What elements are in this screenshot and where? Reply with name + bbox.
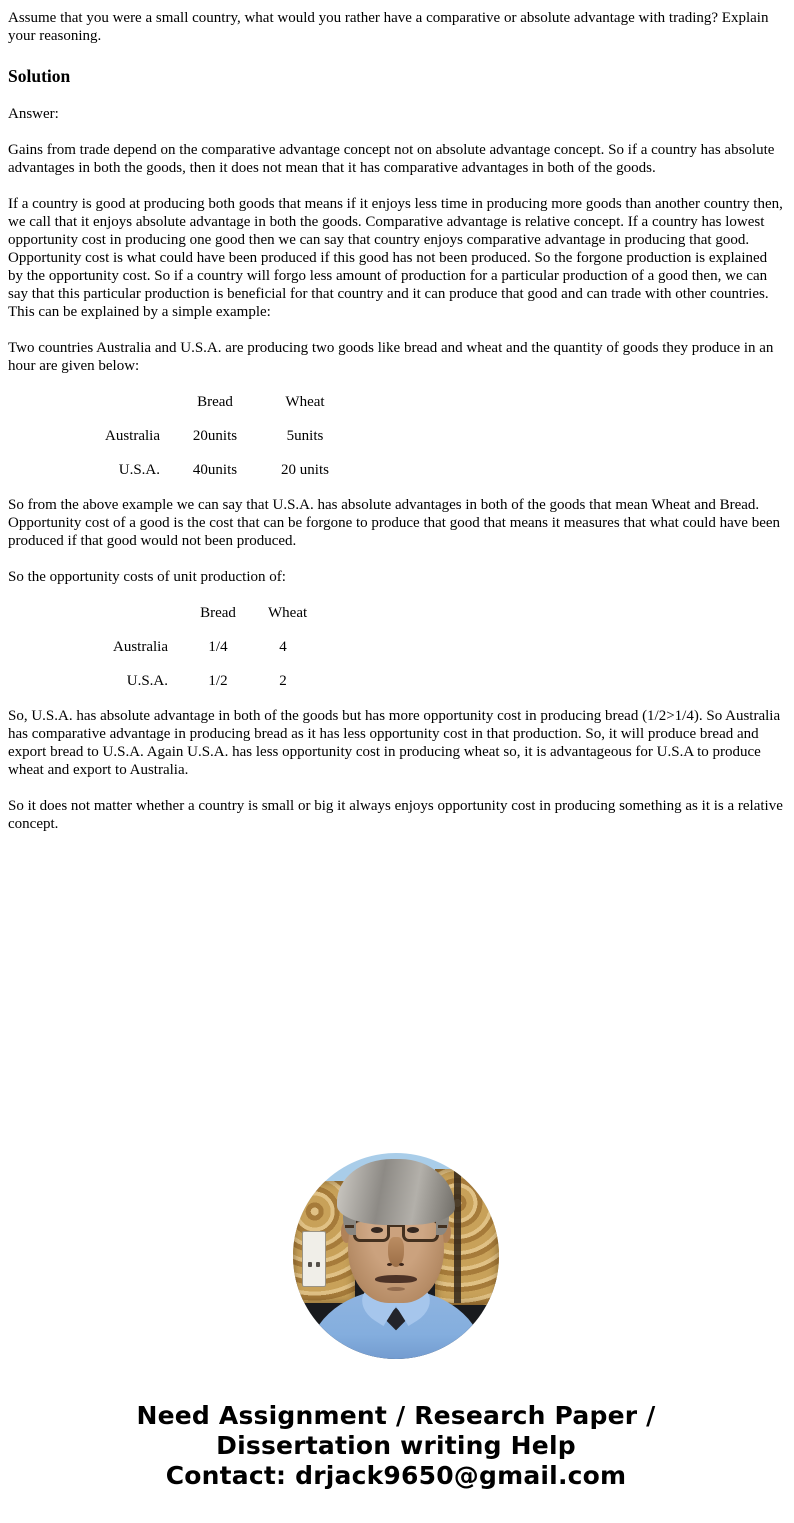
table-row <box>8 427 784 445</box>
paragraph-absolute-advantage: So from the above example we can say that U.S.A. has absolute advantages in both of the goods that mean Wheat and Bread. Opportunity cost of a good is the cost that can be forgone to produce that good that means it measures that what could have been produced if that good would not been produced. <box>8 497 781 549</box>
cell-usa-bread-cost: 1/2 <box>208 673 228 689</box>
cell-australia-wheat-cost: 4 <box>279 639 287 655</box>
production-table <box>8 393 784 479</box>
cell-australia-bread-cost: 1/4 <box>208 639 228 655</box>
answer-label: Answer: <box>8 106 59 122</box>
chin-crease <box>387 1287 405 1291</box>
table-row <box>8 461 784 479</box>
opportunity-cost-table <box>8 604 784 690</box>
row-label-australia: Australia <box>113 639 168 655</box>
table-header-row <box>8 393 784 411</box>
table-row <box>8 672 784 690</box>
table-header-row <box>8 604 784 622</box>
photo-switch-plate <box>302 1231 326 1287</box>
column-header-wheat: Wheat <box>268 605 308 621</box>
mouth <box>375 1275 417 1283</box>
cell-usa-wheat: 20 units <box>281 462 329 478</box>
table-row <box>8 638 784 656</box>
cell-australia-wheat: 5units <box>286 428 324 444</box>
cell-usa-wheat-cost: 2 <box>279 673 287 689</box>
column-header-bread: Bread <box>200 605 236 621</box>
cell-australia-bread: 20units <box>192 428 238 444</box>
nostril-left <box>387 1263 392 1266</box>
cell-usa-bread: 40units <box>192 462 238 478</box>
paragraph-example-intro: Two countries Australia and U.S.A. are producing two goods like bread and wheat and the quantity of goods they produce in an hour are given below: <box>8 340 774 374</box>
column-header-wheat: Wheat <box>285 394 325 410</box>
help-offer-text: Need Assignment / Research Paper / Dissertation writing Help <box>136 1401 656 1460</box>
tutor-photo <box>293 1153 499 1359</box>
glasses-arm-left <box>345 1225 354 1228</box>
paragraph-conclusion: So it does not matter whether a country is small or big it always enjoys opportunity cost in producing something as it is a relative concept. <box>8 798 783 832</box>
paragraph-gains-from-trade: Gains from trade depend on the comparative advantage concept not on absolute advantage concept. So if a country has absolute advantages in both the goods, then it does not mean that it has comparative advantages in both of the goods. <box>8 142 775 176</box>
nostril-right <box>399 1263 404 1266</box>
paragraph-analysis: So, U.S.A. has absolute advantage in both of the goods but has more opportunity cost in producing bread (1/2>1/4). So Australia has comparative advantage in producing bread as it has less opportunity cost in that production. So, it will produce bread and export bread to U.S.A. Again U.S.A. has less opportunity cost in producing wheat so, it is advantageous for U.S.A to produce wheat and export to Australia. <box>8 708 781 778</box>
solution-heading: Solution <box>8 66 71 86</box>
row-label-usa: U.S.A. <box>118 462 160 478</box>
column-header-bread: Bread <box>197 394 233 410</box>
glasses-arm-right <box>438 1225 447 1228</box>
paragraph-advantage-explanation: If a country is good at producing both goods that means if it enjoys less time in producing more goods than another country then, we call that it enjoys absolute advantage in both the goods. Comparative advantage is relative concept. If a country has lowest opportunity cost in producing one good then we can say that country enjoys comparative advantage in producing that good. Opportunity cost is what could have been produced if this good has not been produced. So the forgone production is explained by the opportunity cost. So if a country will forgo less amount of production for a particular production of a good then, we can say that this particular production is beneficial for that country and it can produce that good and can trade with other countries. This can be explained by a simple example: <box>8 196 783 320</box>
question-text: Assume that you were a small country, what would you rather have a comparative or absolute advantage with trading? Explain your reasoning. <box>8 10 769 44</box>
row-label-usa: U.S.A. <box>126 673 168 689</box>
paragraph-opportunity-intro: So the opportunity costs of unit production of: <box>8 569 286 585</box>
photo-window-frame <box>454 1167 461 1303</box>
row-label-australia: Australia <box>105 428 160 444</box>
contact-email-text: Contact: drjack9650@gmail.com <box>165 1461 627 1490</box>
contact-footer <box>46 1401 746 1491</box>
